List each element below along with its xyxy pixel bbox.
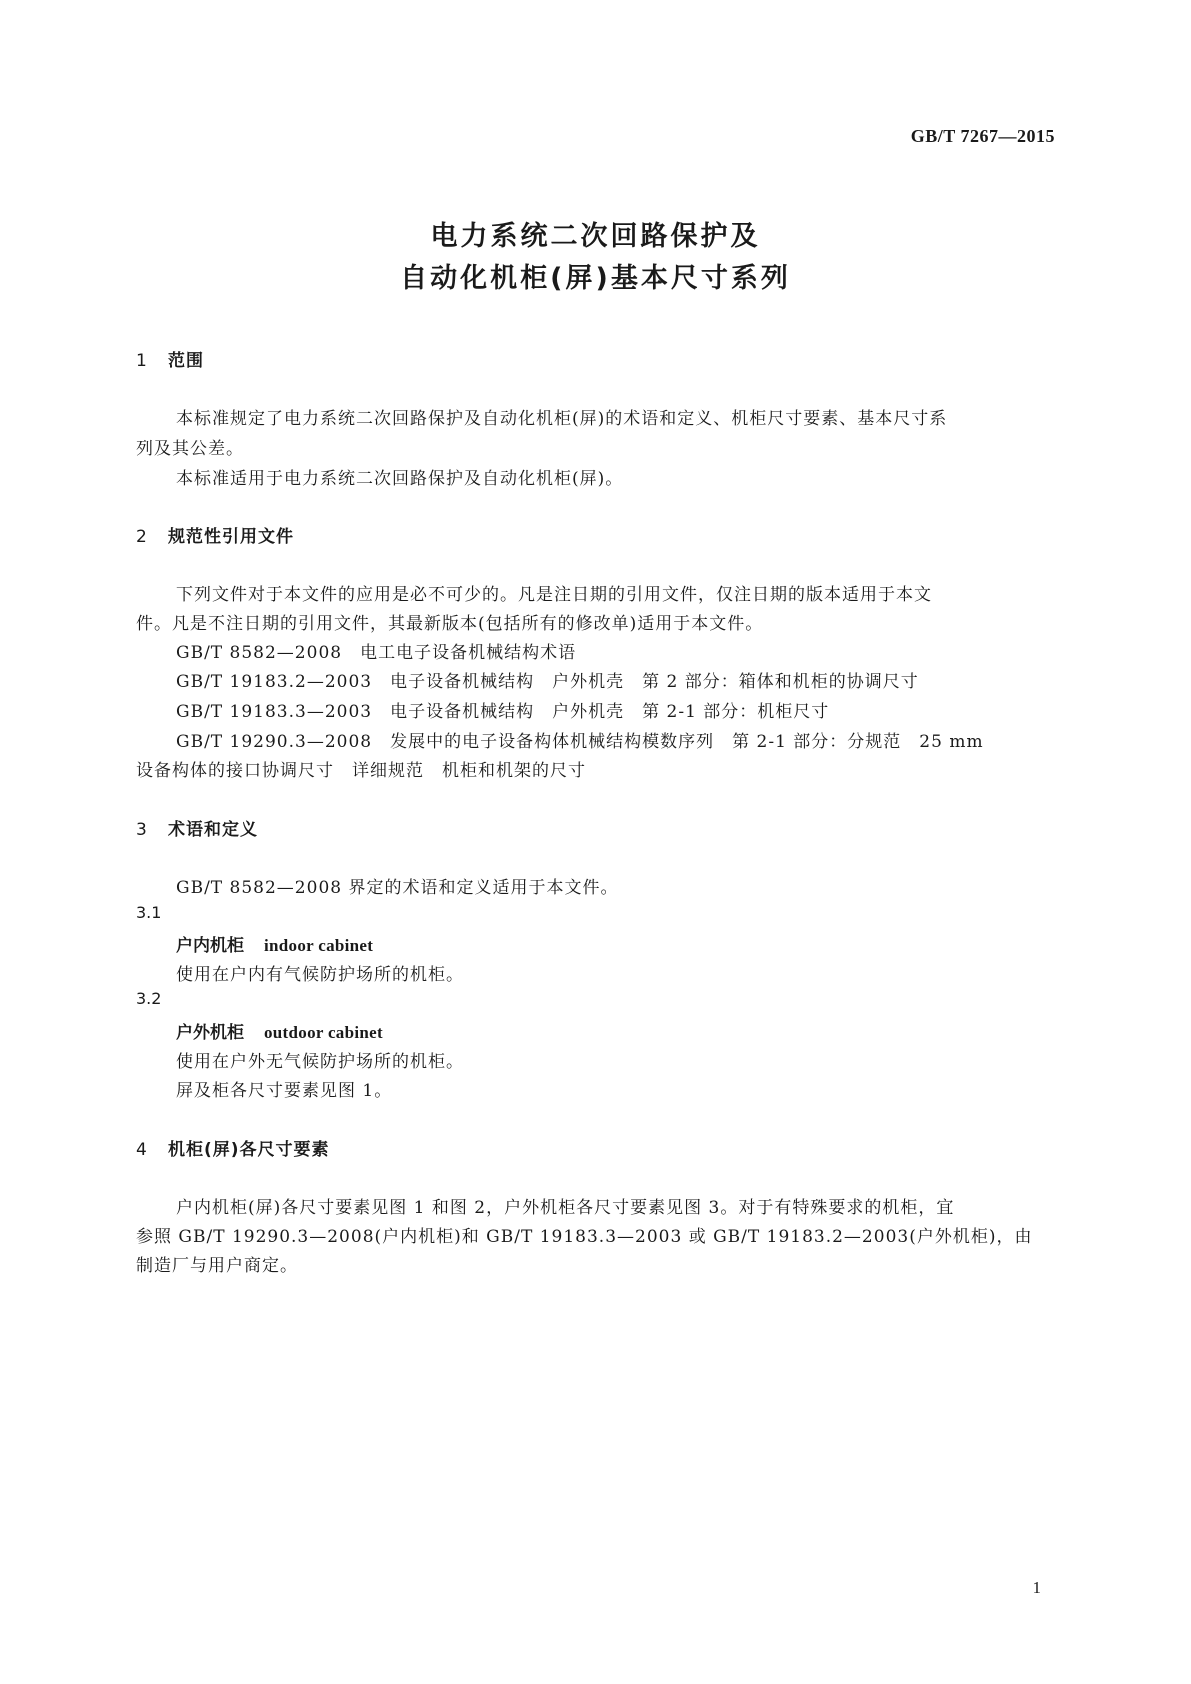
s2-paragraph-1-line-2: 件。凡是不注日期的引用文件，其最新版本(包括所有的修改单)适用于本文件。 (136, 614, 764, 634)
standard-number: GB/T 7267—2015 (910, 126, 1055, 146)
term-1-en: indoor cabinet (264, 936, 374, 955)
s2-paragraph-1-line-1: 下列文件对于本文件的应用是必不可少的。凡是注日期的引用文件，仅注日期的版本适用于本文 (176, 585, 932, 605)
reference-3: GB/T 19183.3—2003 电子设备机械结构 户外机壳 第 2-1 部分：机柜尺寸 (176, 702, 830, 722)
term-1-number: 3.1 (136, 903, 162, 922)
title-line-2: 自动化机柜(屏)基本尺寸系列 (400, 263, 791, 294)
term-2-number: 3.2 (136, 989, 162, 1008)
section-3-heading (136, 815, 258, 840)
section-2-heading (136, 522, 294, 547)
section-number: 1 (136, 351, 148, 371)
s1-paragraph-1-line-2: 列及其公差。 (136, 439, 244, 459)
reference-4-line-1: GB/T 19290.3—2008 发展中的电子设备构体机械结构模数序列 第 2-1 部分：分规范 25 mm (176, 732, 984, 752)
term-1-zh: 户内机柜 (176, 936, 244, 956)
section-title: 术语和定义 (168, 820, 258, 840)
s4-paragraph-line-1: 户内机柜(屏)各尺寸要素见图 1 和图 2，户外机柜各尺寸要素见图 3。对于有特殊要求的机柜，宜 (176, 1198, 955, 1218)
section-title: 范围 (168, 351, 204, 371)
title-line-1: 电力系统二次回路保护及 (430, 221, 761, 252)
term-2-zh: 户外机柜 (176, 1023, 244, 1043)
term-1 (176, 931, 373, 956)
term-2-en: outdoor cabinet (264, 1023, 383, 1042)
term-1-definition: 使用在户内有气候防护场所的机柜。 (176, 965, 464, 985)
section-number: 2 (136, 527, 148, 547)
section-number: 4 (136, 1140, 148, 1160)
s1-paragraph-1-line-1: 本标准规定了电力系统二次回路保护及自动化机柜(屏)的术语和定义、机柜尺寸要素、基本尺寸系 (176, 409, 948, 429)
reference-2: GB/T 19183.2—2003 电子设备机械结构 户外机壳 第 2 部分：箱体和机柜的协调尺寸 (176, 672, 919, 692)
section-title: 机柜(屏)各尺寸要素 (168, 1140, 330, 1160)
section-title: 规范性引用文件 (168, 527, 294, 547)
s3-note: 屏及柜各尺寸要素见图 1。 (176, 1081, 393, 1101)
term-2 (176, 1018, 383, 1043)
s4-paragraph-line-2: 参照 GB/T 19290.3—2008(户内机柜)和 GB/T 19183.3—2003 或 GB/T 19183.2—2003(户外机柜)，由 (136, 1227, 1033, 1247)
s1-paragraph-2: 本标准适用于电力系统二次回路保护及自动化机柜(屏)。 (176, 469, 624, 489)
section-number: 3 (136, 820, 148, 840)
reference-4-line-2: 设备构体的接口协调尺寸 详细规范 机柜和机架的尺寸 (136, 761, 586, 781)
s3-intro: GB/T 8582—2008 界定的术语和定义适用于本文件。 (176, 878, 619, 898)
page-number: 1 (1032, 1578, 1041, 1597)
section-4-heading (136, 1135, 330, 1160)
reference-1: GB/T 8582—2008 电工电子设备机械结构术语 (176, 643, 577, 663)
term-2-definition: 使用在户外无气候防护场所的机柜。 (176, 1052, 464, 1072)
s4-paragraph-line-3: 制造厂与用户商定。 (136, 1256, 298, 1276)
section-1-heading (136, 346, 204, 371)
